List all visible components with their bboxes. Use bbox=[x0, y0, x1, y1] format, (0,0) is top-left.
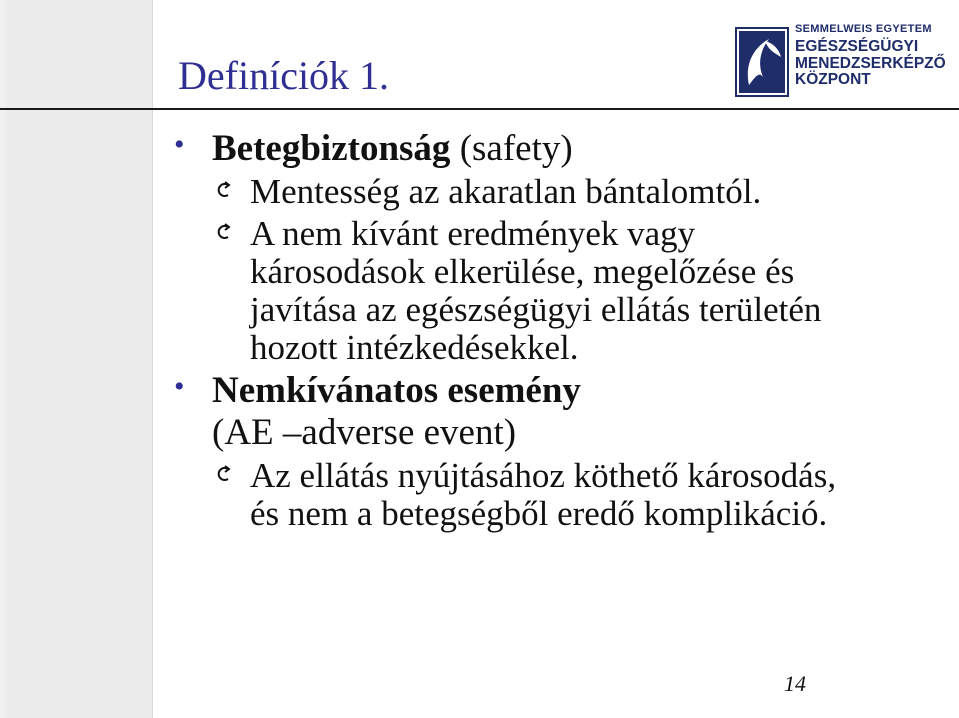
sub-bullet-text: Mentesség az akaratlan bántalomtól. bbox=[250, 172, 762, 212]
curved-arrow-icon bbox=[216, 181, 234, 199]
sub-bullet-definition-3 bbox=[178, 457, 868, 533]
logo-line-2: EGÉSZSÉGÜGYI bbox=[795, 38, 919, 55]
title-divider bbox=[0, 108, 959, 110]
bullet-heading: Nemkívánatos esemény bbox=[212, 370, 581, 412]
logo-text bbox=[795, 24, 946, 89]
sub-bullet-definition-2 bbox=[178, 215, 868, 366]
logo-university-name: SEMMELWEIS EGYETEM bbox=[795, 23, 932, 35]
logo-line-3: MENEDZSERKÉPZŐ bbox=[795, 54, 946, 72]
sub-bullet-definition-1 bbox=[178, 173, 868, 211]
logo-line-4: KÖZPONT bbox=[795, 71, 871, 88]
bullet-heading-rest: (AE –adverse event) bbox=[212, 411, 517, 453]
page-number: 14 bbox=[784, 671, 806, 696]
bullet-patient-safety bbox=[174, 128, 868, 169]
slide-title: Definíciók 1. bbox=[178, 53, 390, 98]
semmelweis-logo-mark-icon bbox=[735, 27, 789, 97]
bullet-heading: Betegbiztonság bbox=[212, 128, 451, 169]
slide-content bbox=[174, 128, 868, 537]
bullet-dot-icon: • bbox=[174, 128, 185, 161]
bullet-adverse-event bbox=[174, 370, 868, 453]
curved-arrow-icon bbox=[216, 223, 234, 241]
sub-bullet-text: Az ellátás nyújtásához köthető károsodás, és nem a betegségből eredő komplikáció. bbox=[250, 456, 837, 534]
bullet-dot-icon: • bbox=[174, 370, 185, 404]
curved-arrow-icon bbox=[216, 465, 234, 483]
bullet-heading-rest: (safety) bbox=[450, 128, 573, 169]
semmelweis-logo bbox=[735, 24, 950, 100]
sub-bullet-text: A nem kívánt eredmények vagy károsodások elkerülése, megelőzése és javítása az egészségügyi ellátás területén hozott intézkedésekkel. bbox=[250, 214, 822, 367]
